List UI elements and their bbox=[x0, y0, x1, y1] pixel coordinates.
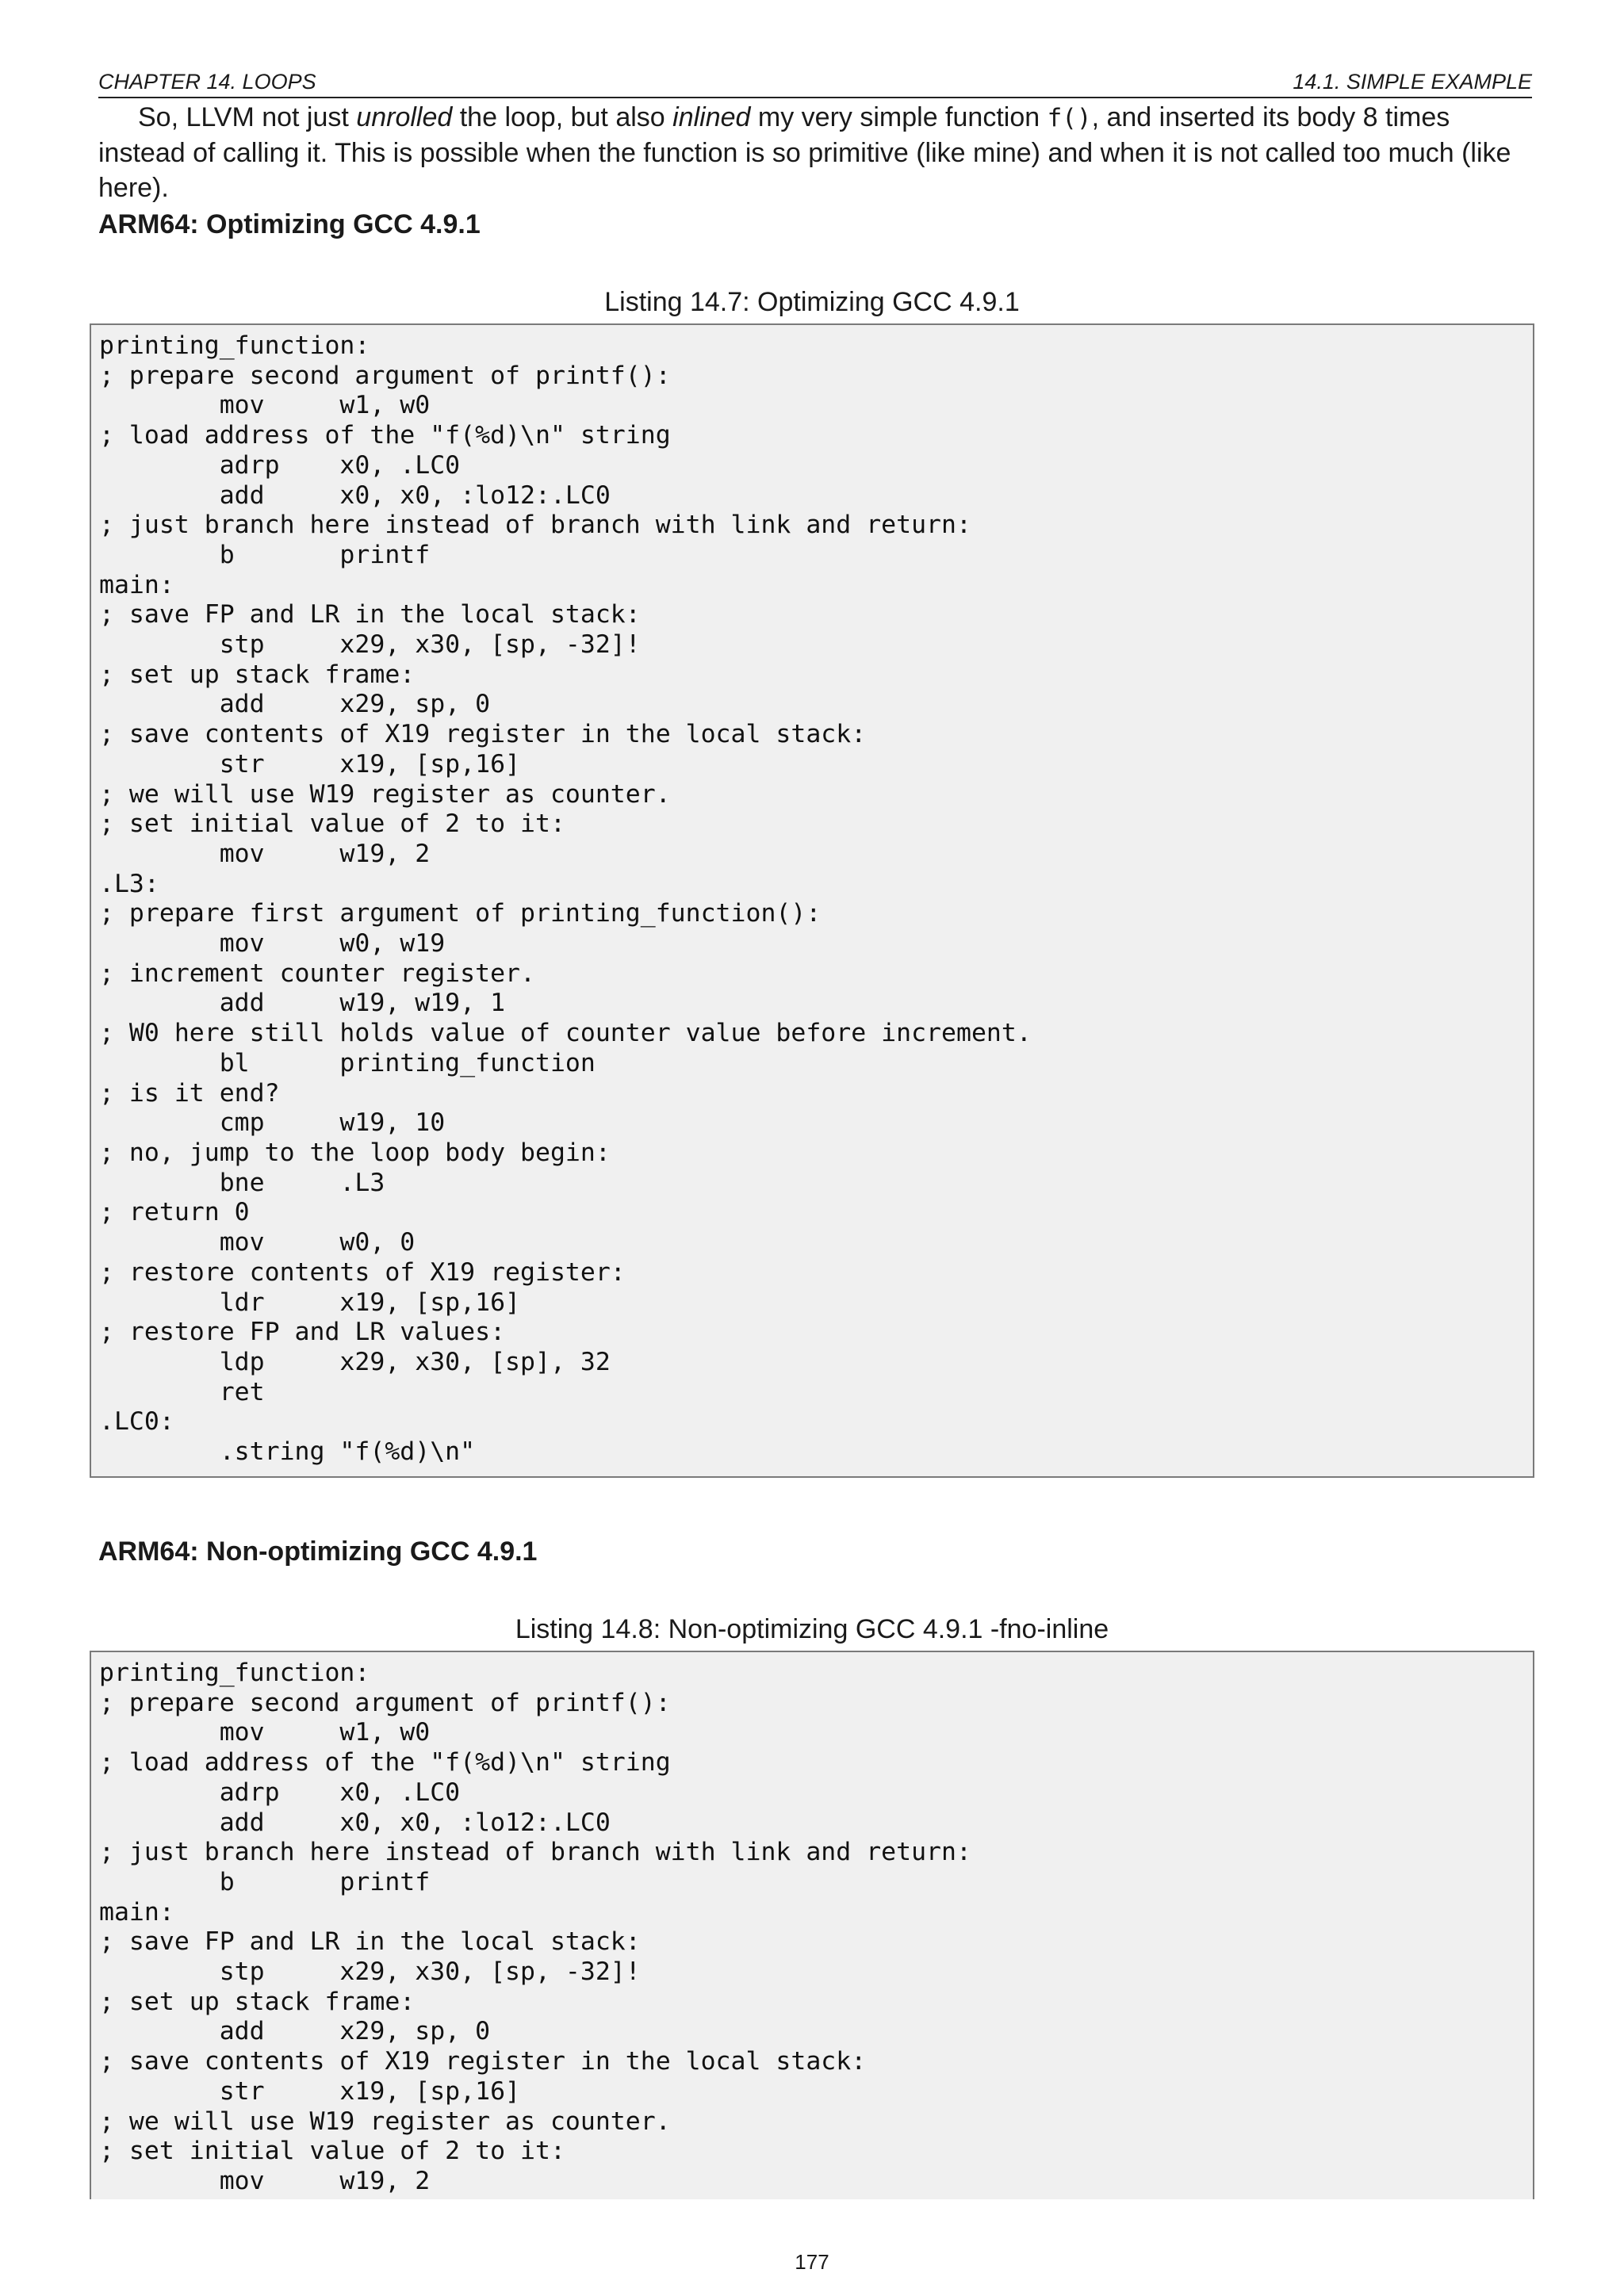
code-listing-14-8 bbox=[90, 1651, 1534, 2199]
page-number: 177 bbox=[795, 2250, 829, 2274]
code-listing-14-7 bbox=[90, 323, 1534, 1478]
intro-emphasis-unrolled: unrolled bbox=[356, 102, 453, 132]
header-section: 14.1. SIMPLE EXAMPLE bbox=[1293, 70, 1532, 94]
code-listing-14-8-text: printing_function: ; prepare second argument of printf(): mov w1, w0 ; load address of the "f(%d)\n" string adrp x0, .LC0 add x0, x0, :lo12:.LC0 ; just branch here instead of branch with link and return: b printf main: ; save FP and LR in the local stack: stp x29, x30, [sp, -32]! ; set up stack frame: add x29, sp, 0 ; save contents of X19 register in the local stack: str x19, [sp,16] ; we will use W19 register as counter. ; set initial value of 2 to it: mov w19, 2 bbox=[99, 1659, 971, 2195]
intro-text-4: , and inserted its body 8 times instead of calling it. This is possible when the function is so primitive (like mine) and when it is not called too much (like here). bbox=[98, 102, 1511, 203]
section-heading-non-optimizing: ARM64: Non-optimizing GCC 4.9.1 bbox=[98, 1536, 538, 1567]
section-heading-optimizing: ARM64: Optimizing GCC 4.9.1 bbox=[98, 209, 481, 239]
header-chapter: CHAPTER 14. LOOPS bbox=[98, 70, 316, 94]
listing-caption-14-8: Listing 14.8: Non-optimizing GCC 4.9.1 -fno-inline bbox=[515, 1614, 1109, 1644]
listing-caption-14-7: Listing 14.7: Optimizing GCC 4.9.1 bbox=[604, 287, 1020, 317]
intro-paragraph bbox=[98, 100, 1532, 205]
intro-inline-code: f() bbox=[1047, 104, 1092, 132]
intro-text-1: So, LLVM not just bbox=[138, 102, 357, 132]
intro-emphasis-inlined: inlined bbox=[672, 102, 751, 132]
intro-text-3: my very simple function bbox=[750, 102, 1048, 132]
code-listing-14-7-text: printing_function: ; prepare second argument of printf(): mov w1, w0 ; load address of the "f(%d)\n" string adrp x0, .LC0 add x0, x0, :lo12:.LC0 ; just branch here instead of branch with link and return: b printf main: ; save FP and LR in the local stack: stp x29, x30, [sp, -32]! ; set up stack frame: add x29, sp, 0 ; save contents of X19 register in the local stack: str x19, [sp,16] ; we will use W19 register as counter. ; set initial value of 2 to it: mov w19, 2 .L3: ; prepare first argument of printing_function(): mov w0, w19 ; increment counter register. add w19, w19, 1 ; W0 here still holds value of counter value before increment. bl printing_function ; is it end? cmp w19, 10 ; no, jump to the loop body begin: bne .L3 ; return 0 mov w0, 0 ; restore contents of X19 register: ldr x19, [sp,16] ; restore FP and LR values: ldp x29, x30, [sp], 32 ret .LC0: .string "f(%d)\n" bbox=[99, 331, 1032, 1467]
intro-text-2: the loop, but also bbox=[452, 102, 673, 132]
running-header bbox=[98, 68, 1532, 98]
